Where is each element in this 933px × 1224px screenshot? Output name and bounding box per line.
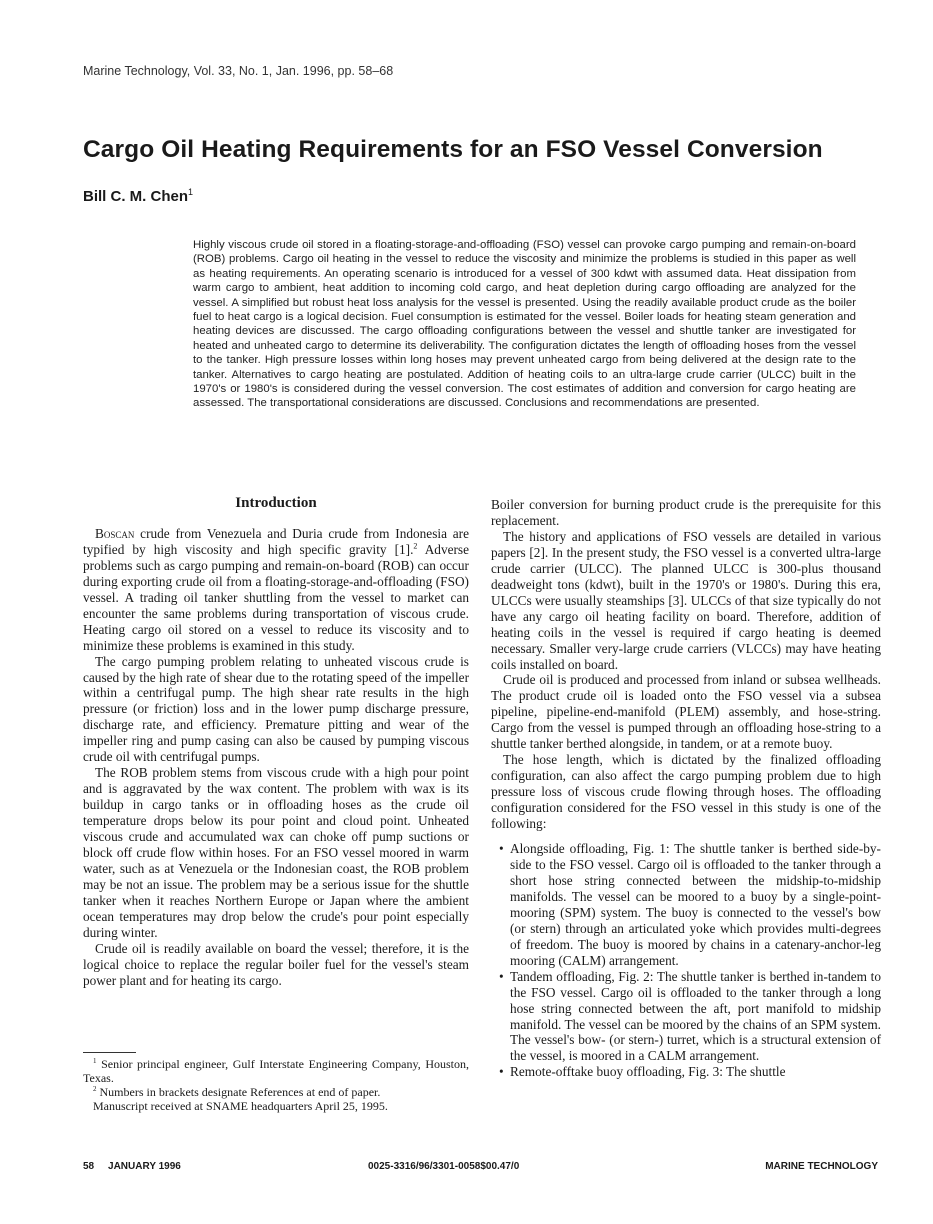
right-paragraph-2: Crude oil is produced and processed from inland or subsea wellheads. The product crude oil is loaded onto the FSO vessel via a subsea pipeline, pipeline-end-manifold (PLEM) assembly, and hose-string. Cargo from the vessel is pumped through an offloading hose-string to a shuttle tanker berthed alongside, in tandem, or at a remote buoy. — [491, 672, 881, 752]
footer-journal: MARINE TECHNOLOGY — [765, 1161, 878, 1172]
intro-paragraph-4: Crude oil is readily available on board the vessel; therefore, it is the logical choice to replace the regular boiler fuel for the vessel's steam power plant and for heating its cargo. — [83, 940, 469, 988]
boscan-smallcaps: Boscan — [95, 525, 135, 541]
right-column — [491, 497, 881, 1080]
manuscript-received: Manuscript received at SNAME headquarters April 25, 1995. — [93, 1099, 388, 1113]
author-line — [83, 188, 193, 205]
left-column — [83, 496, 469, 989]
abstract: Highly viscous crude oil stored in a floating-storage-and-offloading (FSO) vessel can provoke cargo pumping and remain-on-board (ROB) problems. Cargo oil heating in the vessel to reduce the viscosity and minimize the problems is studied in this paper as well as heating requirements. An operating scenario is introduced for a vessel of 300 kdwt with assumed data. Heat dissipation from warm cargo to ambient, heat addition to incoming cold cargo, and heat depletion during cargo offloading are analyzed for the vessel. A simplified but robust heat loss analysis for the vessel is presented. Using the readily available product crude as the boiler fuel to heat cargo is a logical decision. Fuel consumption is estimated for the vessel. Boiler loads for heating steam generation and heating devices are discussed. The cargo offloading configurations between the vessel and shuttle tanker are investigated for heated and unheated cargo to determine its deliverability. The configuration dictates the length of offloading hoses from the vessel to the tanker. High pressure losses within long hoses may prevent unheated cargo from being delivered at the design rate to the tanker. Alternatives to cargo heating are postulated. Addition of heating coils to an ultra-large crude carrier (ULCC) built in the 1970's or 1980's is considered during the vessel conversion. The cost estimates of addition and conversion for cargo heating are assessed. The transportational considerations are discussed. Conclusions and recommendations are presented. — [193, 239, 856, 410]
list-item-remote-offtake: • Remote-offtake buoy offloading, Fig. 3: The shuttle — [499, 1064, 786, 1080]
section-heading-introduction: Introduction — [235, 495, 317, 511]
footnote-1: $^1$ Senior principal engineer, Gulf Interstate Engineering Company, Houston, Texas. — [83, 1057, 469, 1085]
author-name: Bill C. M. Chen — [83, 188, 188, 205]
footnote-divider — [83, 1052, 136, 1053]
footnote-2: $^2$ Numbers in brackets designate References at end of paper. — [93, 1085, 381, 1099]
offloading-configuration-list — [491, 841, 881, 1080]
right-paragraph-1: The history and applications of FSO vessels are detailed in various papers [2]. In the present study, the FSO vessel is a converted ultra-large crude carrier (ULCC). The planned ULCC is 300-plus thousand deadweight tons (kdwt), built in the 1970's or 1980's. During this era, ULCCs were usually steamships [3]. ULCCs of that size typically do not have any cargo oil heating facility on board. Therefore, addition of heating coils in the vessel is required if cargo heating is deemed necessary. Smaller very-large crude carriers (VLCCs) may have heating coils installed on board. — [491, 528, 881, 672]
author-footnote-mark: 1 — [188, 187, 194, 197]
bullet-icon: • — [499, 1064, 504, 1080]
bullet-icon: • — [499, 841, 504, 857]
paper-title: Cargo Oil Heating Requirements for an FSO Vessel Conversion — [83, 136, 823, 163]
list-item-alongside: • Alongside offloading, Fig. 1: The shuttle tanker is berthed side-by-side to the FSO vessel. Cargo oil is offloaded to the tanker through a short hose string connected between the midship-to-midship manifolds. The vessel can be moored to a buoy by a single-point-mooring (SPM) system. The buoy is connected to the vessel's bow (or stern) through an articulated yoke which provides multi-degrees of freedom. The buoy is moored by chains in a catenary-anchor-leg mooring (CALM) arrangement. — [499, 841, 881, 968]
intro-paragraph-2: The cargo pumping problem relating to unheated viscous crude is caused by the high rate of shear due to the rotating speed of the impeller within a centrifugal pump. The high shear rate results in the high pressure (or friction) loss and in the lower pump discharge pressure, discharge rate, and efficiency. Premature pitting and wear of the impeller ring and pump casing can also be caused by pumping viscous crude oil with centrifugal pumps. — [83, 653, 469, 765]
intro-paragraph-3: The ROB problem stems from viscous crude with a high pour point and is aggravated by the wax content. The problem with wax is its buildup in cargo tanks or in offloading hoses as the crude oil temperature drops below its pour point and cloud point. Unheated viscous crude and accumulated wax can choke off pump suctions or block off crude flow within hoses. For an FSO vessel moored in warm water, such as at Venezuela or the Indonesian coast, the ROB problem may be not an issue. The problem may be a serious issue for the shuttle tanker when it reaches Northern Europe or Japan where the ambient ocean temperatures may drop below the crude's pour point especially during winter. — [83, 765, 469, 940]
footnotes — [83, 1057, 469, 1113]
footer-page-date: 58 JANUARY 1996 — [83, 1161, 181, 1172]
footer-code: 0025-3316/96/3301-0058$00.47/0 — [368, 1161, 520, 1172]
running-head: Marine Technology, Vol. 33, No. 1, Jan. 1996, pp. 58–68 — [83, 64, 394, 78]
right-paragraph-3: The hose length, which is dictated by the finalized offloading configuration, can also affect the cargo pumping problem due to high pressure loss of viscous crude flowing through hoses. The offloading configuration considered for the FSO vessel in this study is one of the following: — [491, 752, 881, 832]
reference-footnote-mark: 2 — [413, 541, 418, 551]
list-item-tandem: • Tandem offloading, Fig. 2: The shuttle tanker is berthed in-tandem to the FSO vessel. Cargo oil is offloaded to the tanker through a long hose string connected between the aft, port manifold to midship manifold. The vessel can be moored by the chains of an SPM system. The vessel's bow- (or stern-) turret, which is a structural extension of the vessel, is moored in a CALM arrangement. — [499, 968, 881, 1064]
intro-paragraph-1: Boscan crude from Venezuela and Duria crude from Indonesia are typified by high viscosity and high specific gravity [1].$^2$ Adverse problems such as cargo pumping and remain-on-board (ROB) can occur during exporting crude oil from a floating-storage-and-offloading (FSO) vessel. A trading oil tanker shuttling from the vessel to market can encounter the same problems during transportation of viscous crude. Heating cargo oil stored on a vessel to reduce its viscosity and to minimize these problems is examined in this study. — [83, 525, 469, 653]
bullet-icon: • — [499, 968, 504, 984]
right-paragraph-0: Boiler conversion for burning product crude is the prerequisite for this replacement. — [491, 497, 881, 528]
